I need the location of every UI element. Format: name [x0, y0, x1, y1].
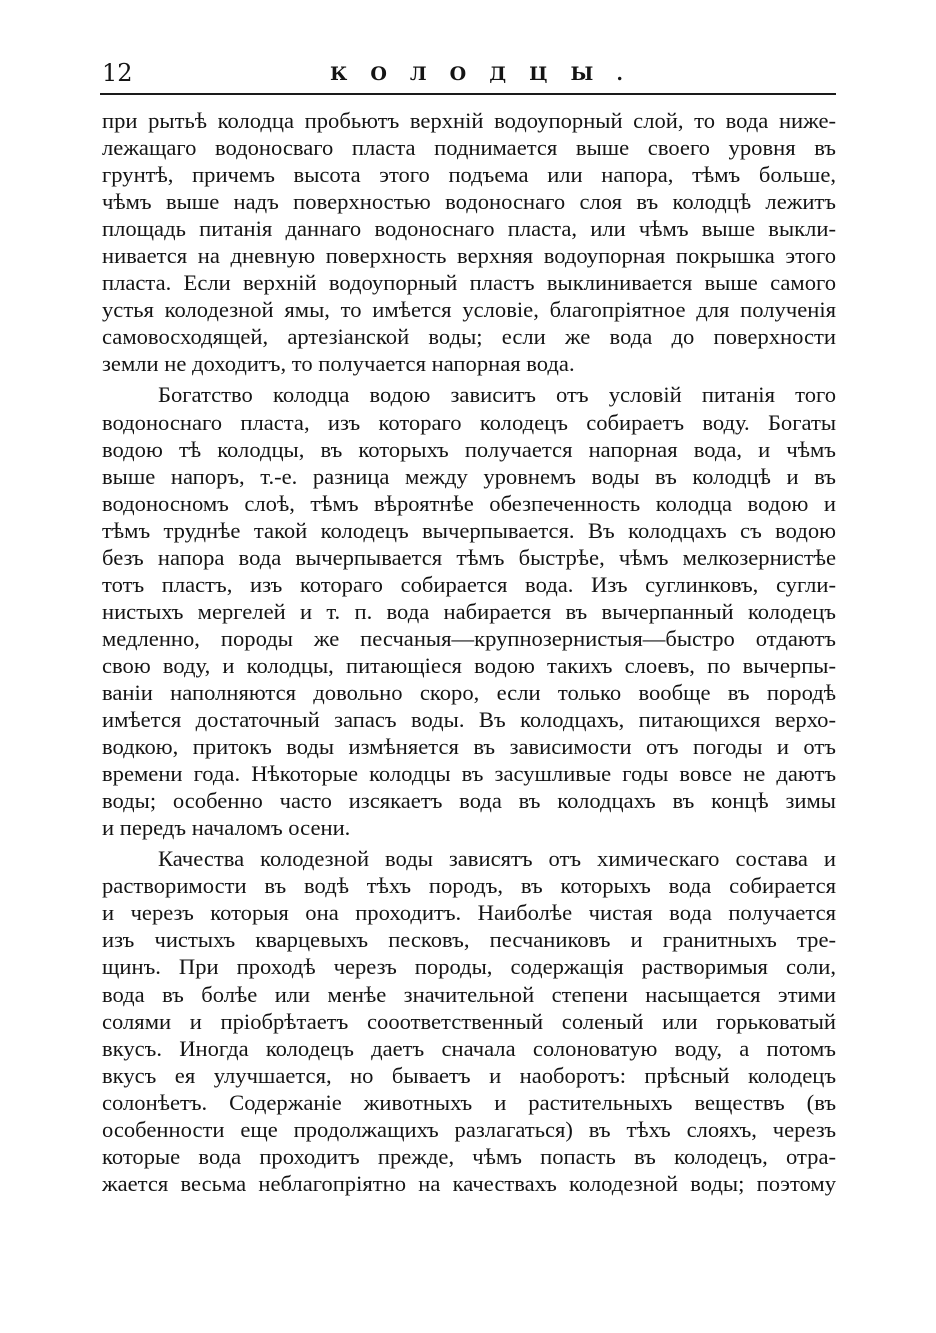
- text-line: имѣется достаточный запасъ воды. Въ колодцахъ, питающихся верхо-: [102, 707, 836, 733]
- text-line: тѣмъ труднѣе такой колодецъ вычерпывается. Въ колодцахъ съ водою: [102, 517, 836, 543]
- text-line: вода въ болѣе или менѣе значительной степени насыщается этими: [102, 981, 836, 1007]
- header-rule: [100, 93, 836, 95]
- text-line: безъ напора вода вычерпывается тѣмъ быстрѣе, чѣмъ мелкозернистѣе: [102, 544, 836, 570]
- text-line: свою воду, и колодцы, питающіеся водою такихъ слоевъ, по вычерпы-: [102, 652, 836, 678]
- text-line: Качества колодезной воды зависятъ отъ химическаго состава и: [158, 846, 836, 872]
- text-line: Богатство колодца водою зависитъ отъ условій питанія того: [158, 382, 836, 408]
- text-line: чѣмъ выше надъ поверхностью водоноснаго слоя въ колодцѣ лежитъ: [102, 189, 836, 215]
- text-line: нивается на дневную поверхность верхняя водоупорная покрышка этого: [102, 243, 836, 269]
- text-line: изъ чистыхъ кварцевыхъ песковъ, песчаниковъ и гранитныхъ тре-: [102, 927, 836, 953]
- text-line: времени года. Нѣкоторые колодцы въ засушливые годы вовсе не даютъ: [102, 761, 836, 787]
- paragraph-3: [102, 845, 836, 1197]
- text-line: самовосходящей, артезіанской воды; если же вода до поверхности: [102, 324, 836, 350]
- body-text: [102, 107, 836, 1197]
- text-line: пласта. Если верхній водоупорный пластъ выклинивается выше самого: [102, 270, 836, 296]
- text-line: которые вода проходитъ прежде, чѣмъ попасть въ колодецъ, отра-: [102, 1143, 836, 1169]
- text-line: водоноснаго пласта, изъ котораго колодецъ собираетъ воду. Богаты: [102, 409, 836, 435]
- text-line: водкою, притокъ воды измѣняется въ зависимости отъ погоды и отъ: [102, 734, 836, 760]
- text-line: площадь питанія даннаго водоноснаго пласта, или чѣмъ выше выкли-: [102, 216, 836, 242]
- text-line: водою тѣ колодцы, въ которыхъ получается напорная вода, и чѣмъ: [102, 436, 836, 462]
- text-line: и передъ началомъ осени.: [102, 815, 351, 841]
- text-line: солями и пріобрѣтаетъ сооответственный соленый или горьковатый: [102, 1008, 836, 1034]
- text-line: вкусъ ея улучшается, но бываетъ и наоборотъ: прѣсный колодецъ: [102, 1062, 836, 1088]
- text-line: и черезъ которыя она проходитъ. Наиболѣе чистая вода получается: [102, 900, 836, 926]
- running-title: КОЛОДЦЫ.: [330, 63, 646, 85]
- text-line: при рытьѣ колодца пробьютъ верхній водоупорный слой, то вода ниже-: [102, 108, 836, 133]
- text-line: ваніи наполняются довольно скоро, если только вообще въ породѣ: [102, 679, 836, 705]
- text-line: медленно, породы же песчаныя—крупнозернистыя—быстро отдаютъ: [102, 625, 836, 651]
- paragraph-2: [102, 381, 836, 841]
- text-line: водоносномъ слоѣ, тѣмъ вѣроятнѣе обезпеченность колодца водою и: [102, 490, 836, 516]
- text-line: выше напоръ, т.-е. разница между уровнемъ воды въ колодцѣ и въ: [102, 463, 836, 489]
- text-line: воды; особенно часто изсякаетъ вода въ колодцахъ въ концѣ зимы: [102, 788, 836, 814]
- text-line: солонѣетъ. Содержаніе животныхъ и растительныхъ веществъ (въ: [102, 1089, 836, 1115]
- text-line: нистыхъ мергелей и т. п. вода набирается въ вычерпанный колодецъ: [102, 598, 836, 624]
- text-line: земли не доходитъ, то получается напорная вода.: [102, 351, 575, 377]
- page-header: [100, 58, 836, 92]
- paragraph-1: [102, 107, 836, 377]
- text-line: жается весьма неблагопріятно на качествахъ колодезной воды; поэтому: [102, 1170, 836, 1196]
- page-number: 12: [102, 59, 133, 87]
- text-line: лежащаго водоносваго пласта поднимается выше своего уровня въ: [102, 135, 836, 161]
- text-line: грунтѣ, причемъ высота этого подъема или напора, тѣмъ больше,: [102, 162, 836, 188]
- text-line: растворимости въ водѣ тѣхъ породъ, въ которыхъ вода собирается: [102, 873, 836, 899]
- text-line: устья колодезной ямы, то имѣется условіе, благопріятное для полученія: [102, 297, 836, 323]
- text-line: щинъ. При проходѣ черезъ породы, содержащія растворимыя соли,: [102, 954, 836, 980]
- text-line: особенности еще продолжащихъ разлагаться) въ тѣхъ слояхъ, черезъ: [102, 1116, 836, 1142]
- text-line: тотъ пластъ, изъ котораго собирается вода. Изъ суглинковъ, сугли-: [102, 571, 836, 597]
- text-line: вкусъ. Иногда колодецъ даетъ сначала солоноватую воду, а потомъ: [102, 1035, 836, 1061]
